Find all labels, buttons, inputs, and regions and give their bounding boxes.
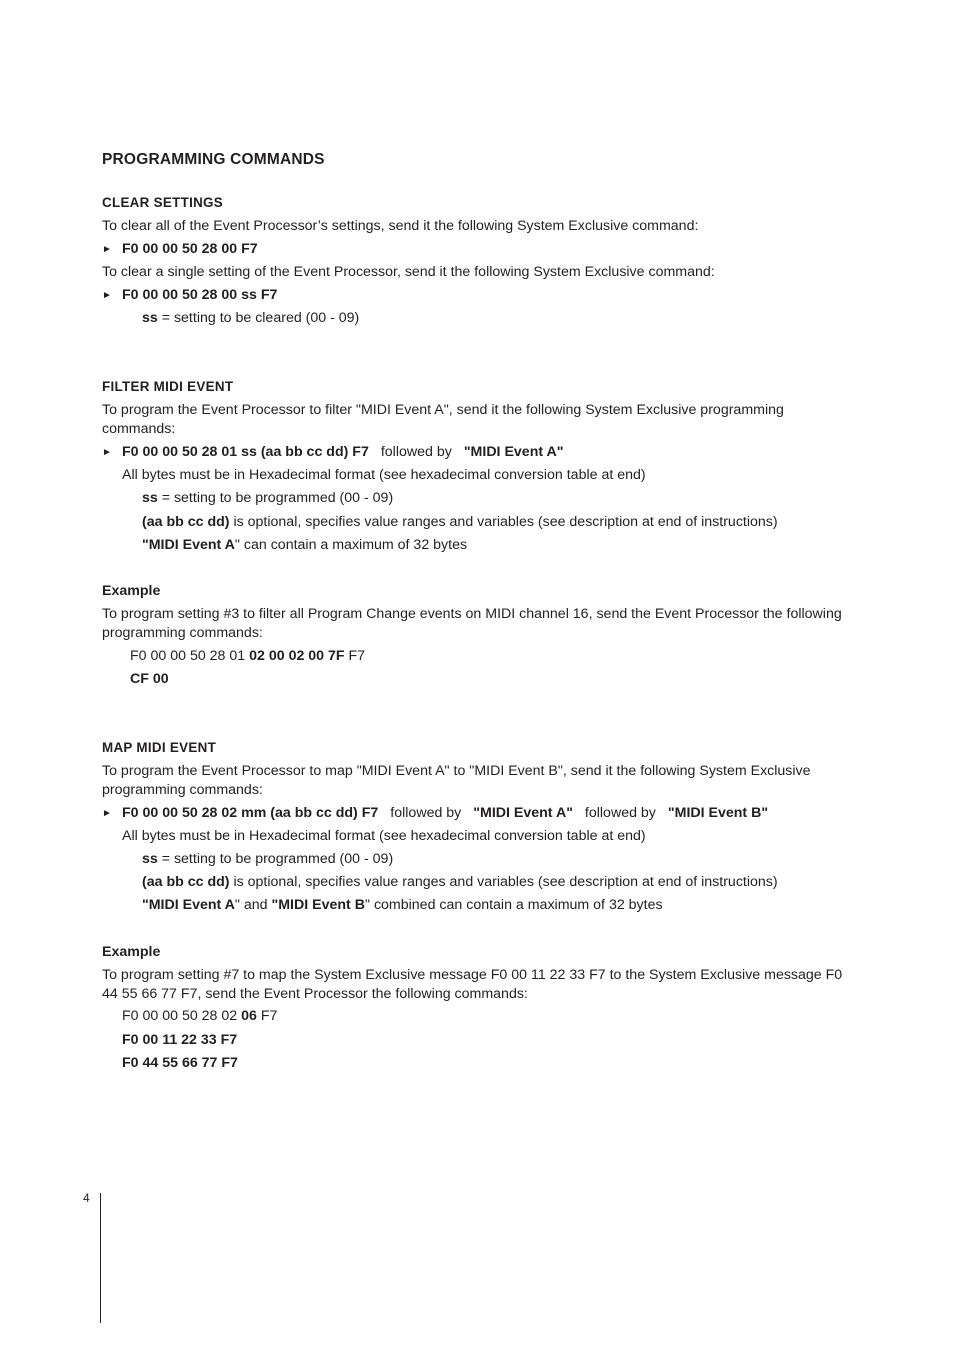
map-ss-definition: ss = setting to be programmed (00 - 09) (142, 851, 394, 867)
clear-ss-definition: ss = setting to be cleared (00 - 09) (142, 310, 360, 326)
clear-settings-heading: CLEAR SETTINGS (102, 195, 224, 210)
page-number: 4 (83, 1191, 90, 1205)
map-example-line-3: F0 44 55 66 77 F7 (122, 1055, 238, 1071)
map-command: ► F0 00 00 50 28 02 mm (aa bb cc dd) F7 followed by "MIDI Event A" followed by "MIDI Event B" (102, 805, 769, 821)
filter-ss-definition: ss = setting to be programmed (00 - 09) (142, 490, 394, 506)
map-hex-note: All bytes must be in Hexadecimal format (see hexadecimal conversion table at end) (122, 828, 646, 844)
map-example-line-2: F0 00 11 22 33 F7 (122, 1032, 238, 1048)
map-example-heading: Example (102, 944, 161, 960)
map-intro-text: To program the Event Processor to map "MIDI Event A" to "MIDI Event B", send it the following System Exclusive programming commands: (102, 763, 811, 798)
map-example-line-1: F0 00 00 50 28 02 06 F7 (122, 1008, 278, 1024)
map-example-text: To program setting #7 to map the System Exclusive message F0 00 11 22 33 F7 to the System Exclusive message F0 44 55 66 77 F7, send the Event Processor the following commands: (102, 967, 843, 1002)
clear-all-text: To clear all of the Event Processor’s settings, send it the following System Exclusive command: (102, 218, 699, 234)
filter-midi-event-heading: FILTER MIDI EVENT (102, 379, 234, 394)
filter-intro-text: To program the Event Processor to filter "MIDI Event A", send it the following System Exclusive programming commands: (102, 402, 784, 437)
map-optional-definition: (aa bb cc dd) is optional, specifies value ranges and variables (see description at end of instructions) (142, 874, 778, 890)
bullet-arrow-icon: ► (102, 808, 112, 819)
filter-max-note: "MIDI Event A" can contain a maximum of 32 bytes (142, 537, 468, 553)
bullet-arrow-icon: ► (102, 244, 112, 255)
clear-single-command: ► F0 00 00 50 28 00 ss F7 (102, 287, 278, 303)
bullet-arrow-icon: ► (102, 290, 112, 301)
map-max-note: "MIDI Event A" and "MIDI Event B" combined can contain a maximum of 32 bytes (142, 897, 663, 913)
filter-example-heading: Example (102, 583, 161, 599)
page-title: PROGRAMMING COMMANDS (102, 151, 325, 168)
filter-optional-definition: (aa bb cc dd) is optional, specifies value ranges and variables (see description at end of instructions) (142, 514, 778, 530)
bullet-arrow-icon: ► (102, 447, 112, 458)
filter-example-line-2: CF 00 (130, 671, 169, 687)
filter-example-text: To program setting #3 to filter all Program Change events on MIDI channel 16, send the Event Processor the following programming commands: (102, 606, 842, 641)
filter-command: ► F0 00 00 50 28 01 ss (aa bb cc dd) F7 followed by "MIDI Event A" (102, 444, 564, 460)
clear-single-text: To clear a single setting of the Event Processor, send it the following System Exclusive command: (102, 264, 715, 280)
map-midi-event-heading: MAP MIDI EVENT (102, 740, 217, 755)
margin-rule (100, 1193, 101, 1323)
filter-hex-note: All bytes must be in Hexadecimal format (see hexadecimal conversion table at end) (122, 467, 646, 483)
filter-example-line-1: F0 00 00 50 28 01 02 00 02 00 7F F7 (130, 648, 366, 664)
clear-all-command: ► F0 00 00 50 28 00 F7 (102, 241, 258, 257)
